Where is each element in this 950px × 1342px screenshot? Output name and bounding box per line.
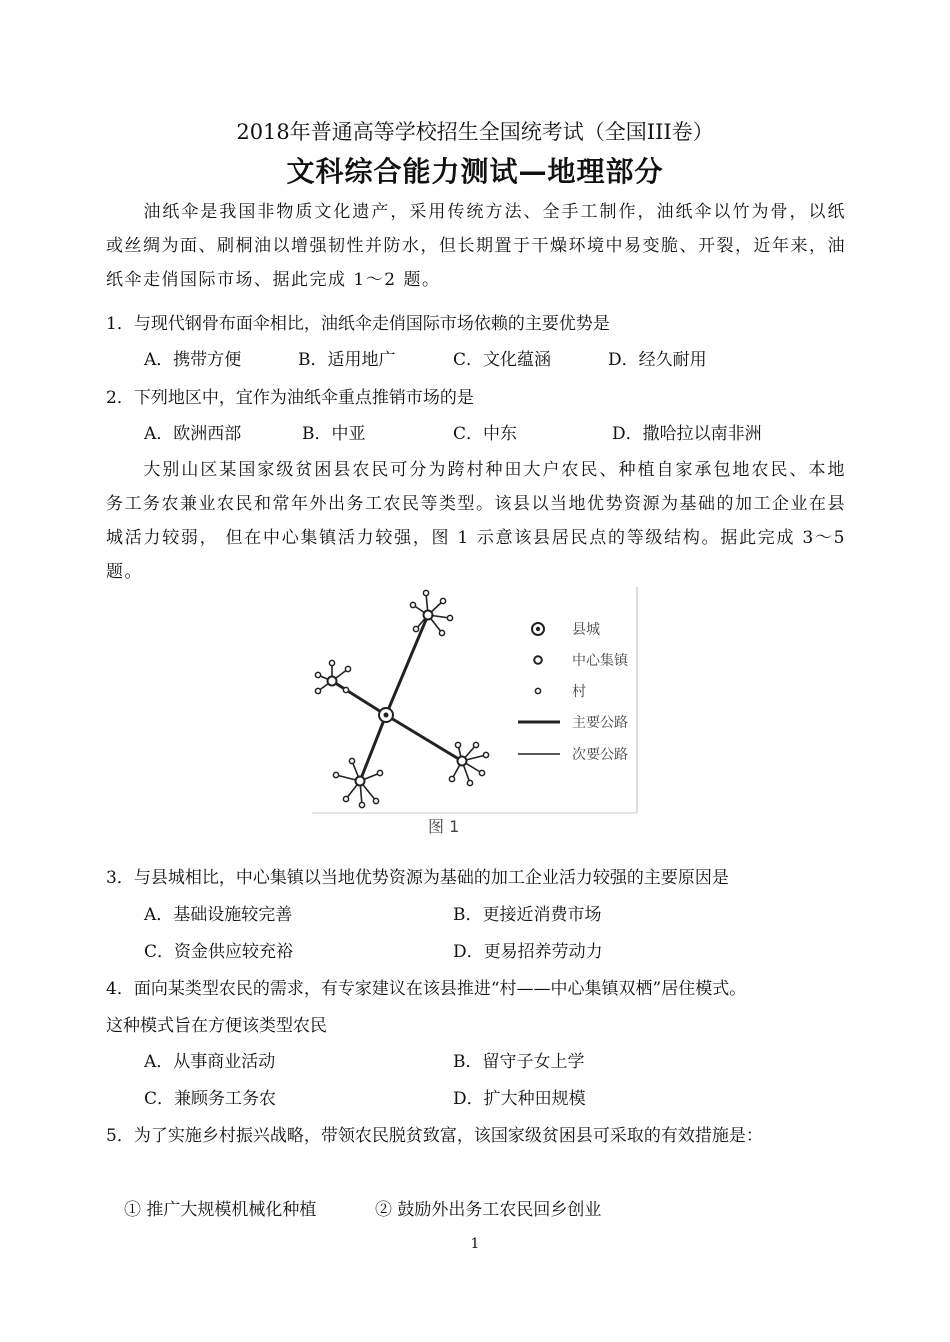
question-1-stem: 1．与现代钢骨布面伞相比，油纸伞走俏国际市场依赖的主要优势是 <box>106 314 610 334</box>
legend-main-road: 主要公路 <box>572 715 628 731</box>
legend-county-seat: 县城 <box>572 622 600 638</box>
question-3-option-b: B．更接近消费市场 <box>453 905 602 925</box>
central-towns <box>328 611 467 786</box>
question-3-stem: 3．与县城相比，中心集镇以当地优势资源为基础的加工企业活力较强的主要原因是 <box>106 868 729 888</box>
secondary-roads <box>318 593 486 805</box>
question-5-stem: 5．为了实施乡村振兴战略，带领农民脱贫致富，该国家级贫困县可采取的有效措施是： <box>106 1126 763 1146</box>
passage-county: 大别山区某国家级贫困县农民可分为跨村种田大户农民、种植自家承包地农民、本地务工务农兼业农民和常年外出务工农民等类型。该县以当地优势资源为基础的加工企业在县城活力较弱， 但在中心集镇活力较强，图 1 示意该县居民点的等级结构。据此完成 3～5 题。 <box>106 460 846 582</box>
question-4-option-b: B．留守子女上学 <box>453 1052 585 1072</box>
villages <box>315 590 488 807</box>
figure-settlement-hierarchy <box>310 585 640 815</box>
legend-village: 村 <box>572 684 586 700</box>
question-3-option-d: D．更易招养劳动力 <box>453 942 603 962</box>
question-1-option-b: B．适用地广 <box>298 350 396 370</box>
figure-caption: 图 1 <box>428 817 460 836</box>
passage-umbrella: 油纸伞是我国非物质文化遗产，采用传统方法、全手工制作，油纸伞以竹为骨，以纸或丝绸为面、刷桐油以增强韧性并防水，但长期置于干燥环境中易变脆、开裂，近年来，油纸伞走俏国际市场、据此完成 1～2 题。 <box>106 202 846 290</box>
question-3-option-a: A．基础设施较完善 <box>144 905 293 925</box>
question-5-choice-1: ① 推广大规模机械化种植 <box>124 1200 317 1220</box>
question-2-option-d: D．撒哈拉以南非洲 <box>612 424 762 444</box>
question-4-stem-line-2: 这种模式旨在方便该类型农民 <box>106 1016 327 1036</box>
legend-central-town: 中心集镇 <box>572 653 628 669</box>
question-4-stem-line-1: 4．面向某类型农民的需求，有专家建议在该县推进“村——中心集镇双栖”居住模式。 <box>106 979 747 999</box>
question-4-option-a: A．从事商业活动 <box>144 1052 276 1072</box>
exam-title: 文科综合能力测试—地理部分 <box>286 155 664 188</box>
county-seat-symbol <box>379 708 393 722</box>
legend-secondary-road: 次要公路 <box>572 747 628 763</box>
question-4-option-d: D．扩大种田规模 <box>453 1089 586 1109</box>
question-1-option-c: C．文化蕴涵 <box>453 350 552 370</box>
figure-legend <box>518 622 629 763</box>
question-5-choice-2: ② 鼓励外出务工农民回乡创业 <box>375 1200 602 1220</box>
question-3-option-c: C．资金供应较充裕 <box>144 942 294 962</box>
question-1-option-a: A．携带方便 <box>144 350 242 370</box>
page-number: 1 <box>470 1236 480 1252</box>
question-2-option-a: A．欧洲西部 <box>144 424 242 444</box>
exam-subtitle: 2018年普通高等学校招生全国统考试（全国III卷） <box>236 120 714 144</box>
question-2-option-c: C．中东 <box>453 424 518 444</box>
main-roads <box>332 615 462 781</box>
question-2-stem: 2．下列地区中，宜作为油纸伞重点推销市场的是 <box>106 388 474 408</box>
question-4-option-c: C．兼顾务工务农 <box>144 1089 277 1109</box>
question-2-option-b: B．中亚 <box>302 424 366 444</box>
question-1-option-d: D．经久耐用 <box>608 350 707 370</box>
